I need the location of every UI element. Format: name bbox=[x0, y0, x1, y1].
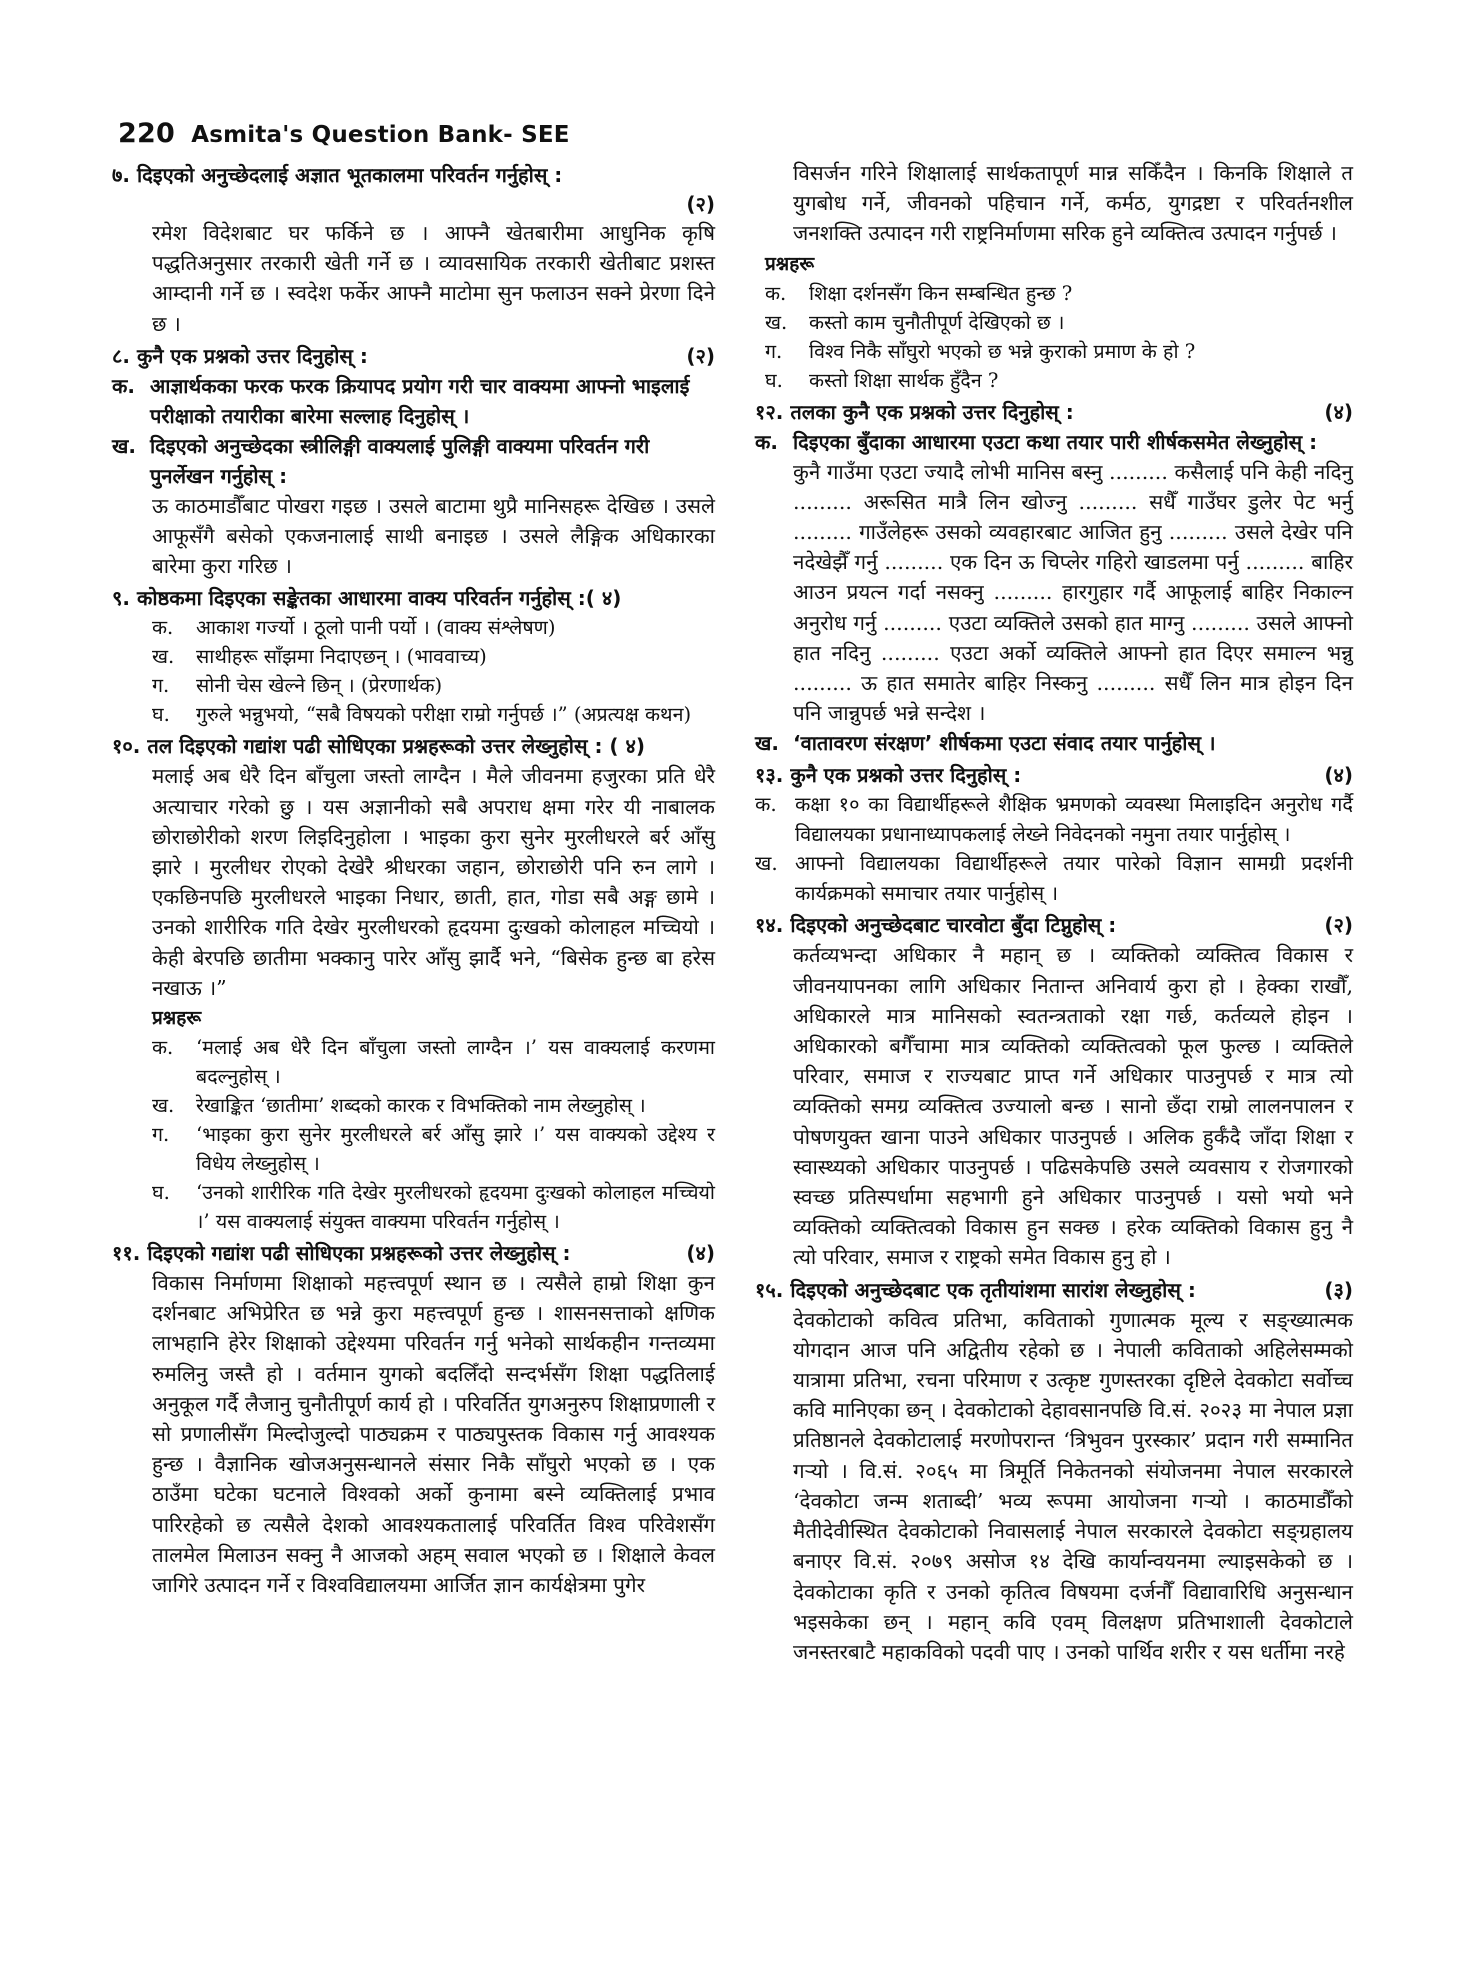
item-label: क. bbox=[765, 281, 787, 305]
question-10-passage: मलाई अब धेरै दिन बाँचुला जस्तो लाग्दैन । मैले जीवनमा हजुरका प्रति धेरै अत्याचार गरेको छु । यस अज्ञानीको सबै अपराध क्षमा गरेर यी नाबालक छोराछोरीको शरण लिइदिनुहोला । भाइका कुरा सुनेर मुरलीधरले बर्र आँसु झारे । मुरलीधर रोएको देखेरै श्रीधरका जहान, छोराछोरी पनि रुन लागे । एकछिनपछि मुरलीधरले भाइका निधार, छाती, हात, गोडा सबै अङ्ग छामे । उनको शारीरिक गति देखेर मुरलीधरको हृदयमा दुःखको कोलाहल मच्चियो । केही बेरपछि छातीमा भक्कानु पारेर आँसु झार्दै भने, “बिसेक हुन्छ बा हरेस नखाऊ ।” bbox=[152, 764, 715, 1000]
question-13-item bbox=[755, 849, 1353, 908]
question-14-title: १४. दिइएको अनुच्छेदबाट चारवोटा बुँदा टिप्नुहोस् : bbox=[755, 913, 1117, 938]
question-9-item bbox=[112, 671, 715, 700]
right-column bbox=[755, 158, 1353, 1667]
question-12a bbox=[755, 427, 1353, 457]
item-text: ‘भाइका कुरा सुनेर मुरलीधरले बर्र आँसु झारे ।’ यस वाक्यको उद्देश्य र विधेय लेख्नुहोस् । bbox=[196, 1123, 715, 1176]
question-11-item bbox=[755, 308, 1353, 337]
question-14-header bbox=[755, 910, 1353, 940]
page-number: 220 bbox=[118, 118, 175, 149]
question-8b-passage: ऊ काठमाडौँबाट पोखरा गइछ । उसले बाटामा थुप्रै मानिसहरू देखिछ । उसले आफूसँगै बसेको एकजनालाई साथी बनाइछ । उसले लैङ्गिक अधिकारका बारेमा कुरा गरिछ । bbox=[152, 493, 715, 579]
question-12a-passage: कुनै गाउँमा एउटा ज्यादै लोभी मानिस बस्नु ......... कसैलाई पनि केही नदिनु ......... अरूसित मात्रै लिन खोज्नु ......... सधैँ गाउँघर डुलेर पेट भर्नु ......... गाउँलेहरू उसको व्यवहारबाट आजित हुनु ......... उसले देखेर पनि नदेखेझैँ गर्नु ......... एक दिन ऊ चिप्लेर गहिरो खाडलमा पर्नु ......... बाहिर आउन प्रयत्न गर्दा नसक्नु ......... हारगुहार गर्दै आफूलाई बाहिर निकाल्न अनुरोध गर्नु ......... एउटा व्यक्तिले उसको हात माग्नु ......... उसले आफ्नो हात नदिनु ......... एउटा अर्को व्यक्तिले आफ्नो हात दिएर समाल्न भन्नु ......... ऊ हात समातेर बाहिर निस्कनु ......... सधैँ लिन मात्र होइन दिन पनि जान्नुपर्छ भन्ने सन्देश । bbox=[793, 459, 1353, 726]
item-text: रेखाङ्कित ‘छातीमा’ शब्दको कारक र विभक्तिको नाम लेख्नुहोस् । bbox=[196, 1094, 646, 1118]
question-14-marks: (२) bbox=[1324, 913, 1353, 938]
question-7-passage: रमेश विदेशबाट घर फर्किने छ । आफ्नै खेतबारीमा आधुनिक कृषि पद्धतिअनुसार तरकारी खेती गर्ने छ । व्यावसायिक तरकारी खेतीबाट प्रशस्त आम्दानी गर्ने छ । स्वदेश फर्केर आफ्नै माटोमा सुन फलाउन सक्ने प्रेरणा दिने छ । bbox=[152, 221, 715, 336]
item-label: ग. bbox=[765, 339, 783, 363]
question-12b-text: ‘वातावरण संरक्षण’ शीर्षकमा एउटा संवाद तयार पार्नुहोस् । bbox=[793, 731, 1216, 756]
item-label: क. bbox=[152, 616, 174, 640]
item-label: क. bbox=[755, 792, 777, 817]
question-15-marks: (३) bbox=[1324, 1277, 1353, 1302]
item-text: कक्षा १० का विद्यार्थीहरूले शैक्षिक भ्रमणको व्यवस्था मिलाइदिन अनुरोध गर्दै विद्यालयका प्रधानाध्यापकलाई लेख्ने निवेदनको नमुना तयार पार्नुहोस् । bbox=[795, 792, 1353, 846]
question-8b bbox=[112, 431, 715, 491]
question-9-title: ९. कोष्ठकमा दिइएका सङ्केतका आधारमा वाक्य परिवर्तन गर्नुहोस् :( ४) bbox=[112, 586, 622, 611]
item-text: आकाश गर्ज्यो । ठूलो पानी पर्यो । (वाक्य संश्लेषण) bbox=[196, 616, 556, 640]
page-header bbox=[118, 118, 570, 149]
question-11-questions-heading: प्रश्नहरू bbox=[765, 252, 815, 275]
question-11-item bbox=[755, 337, 1353, 366]
item-text: गुरुले भन्नुभयो, “सबै विषयको परीक्षा राम्रो गर्नुपर्छ ।” (अप्रत्यक्ष कथन) bbox=[196, 703, 692, 727]
item-text: आफ्नो विद्यालयका विद्यार्थीहरूले तयार पारेको विज्ञान सामग्री प्रदर्शनी कार्यक्रमको समाचार तयार पार्नुहोस् । bbox=[795, 851, 1353, 905]
item-text: विश्व निकै साँघुरो भएको छ भन्ने कुराको प्रमाण के हो ? bbox=[809, 339, 1196, 363]
item-label: घ. bbox=[152, 1181, 170, 1205]
question-12-title: १२. तलका कुनै एक प्रश्नको उत्तर दिनुहोस् : bbox=[755, 399, 1074, 424]
item-text: कस्तो काम चुनौतीपूर्ण देखिएको छ । bbox=[809, 310, 1065, 334]
question-15-title: १५. दिइएको अनुच्छेदबाट एक तृतीयांशमा सारांश लेख्नुहोस् : bbox=[755, 1277, 1196, 1302]
question-9-item bbox=[112, 642, 715, 671]
item-text: शिक्षा दर्शनसँग किन सम्बन्धित हुन्छ ? bbox=[809, 281, 1073, 305]
question-8b-label: ख. bbox=[112, 433, 136, 458]
question-8b-text: दिइएको अनुच्छेदका स्त्रीलिङ्गी वाक्यलाई पुलिङ्गी वाक्यमा परिवर्तन गरी पुनर्लेखन गर्नुहोस् : bbox=[150, 433, 650, 488]
question-10-item bbox=[112, 1178, 715, 1236]
question-8-marks: (२) bbox=[686, 343, 715, 368]
question-8-header bbox=[112, 341, 715, 371]
left-column bbox=[112, 158, 715, 1600]
question-11-marks: (४) bbox=[686, 1241, 715, 1266]
item-label: घ. bbox=[152, 703, 170, 727]
question-12-marks: (४) bbox=[1324, 399, 1353, 424]
question-10-item bbox=[112, 1033, 715, 1091]
item-label: घ. bbox=[765, 368, 783, 392]
question-8a bbox=[112, 371, 715, 431]
question-11-passage: विकास निर्माणमा शिक्षाको महत्त्वपूर्ण स्थान छ । त्यसैले हाम्रो शिक्षा कुन दर्शनबाट अभिप्रेरित छ भन्ने कुरा महत्त्वपूर्ण हुन्छ । शासनसत्ताको क्षणिक लाभहानि हेरेर शिक्षाको उद्देश्यमा परिवर्तन गर्नु भनेको सार्थकहीन गन्तव्यमा रुमलिनु जस्तै हो । वर्तमान युगको बदलिँदो सन्दर्भसँग शिक्षा पद्धतिलाई अनुकूल गर्दै लैजानु चुनौतीपूर्ण कार्य हो । परिवर्तित युगअनुरुप शिक्षाप्रणाली र सो प्रणालीसँग मिल्दोजुल्दो पाठ्यक्रम र पाठ्यपुस्तक विकास गर्नु आवश्यक हुन्छ । वैज्ञानिक खोजअनुसन्धानले संसार निकै साँघुरो भएको छ । एक ठाउँमा घटेका घटनाले विश्वको अर्को कुनामा बस्ने व्यक्तिलाई प्रभाव पारिरहेको छ त्यसैले देशको आवश्यकतालाई परिवर्तित विश्व परिवेशसँग तालमेल मिलाउन सक्नु नै आजको अहम् सवाल भएको छ । शिक्षाले केवल जागिरे उत्पादन गर्ने र विश्वविद्यालयमा आर्जित ज्ञान कार्यक्षेत्रमा पुगेर bbox=[152, 1271, 715, 1598]
question-12b bbox=[755, 728, 1353, 758]
question-8a-label: क. bbox=[112, 373, 135, 398]
item-text: ‘मलाई अब धेरै दिन बाँचुला जस्तो लाग्दैन ।’ यस वाक्यलाई करणमा बदल्नुहोस् । bbox=[196, 1036, 715, 1089]
question-12a-text: दिइएका बुँदाका आधारमा एउटा कथा तयार पारी शीर्षकसमेत लेख्नुहोस् : bbox=[793, 429, 1318, 454]
item-label: ख. bbox=[152, 645, 175, 669]
item-label: ग. bbox=[152, 1123, 170, 1147]
question-12-header bbox=[755, 397, 1353, 427]
question-11-item bbox=[755, 366, 1353, 395]
question-14-passage: कर्तव्यभन्दा अधिकार नै महान् छ । व्यक्तिको व्यक्तित्व विकास र जीवनयापनका लागि अधिकार नितान्त अनिवार्य कुरा हो । हेक्का राखौँ, अधिकारले मात्र मानिसको स्वतन्त्रताको रक्षा गर्छ, कर्तव्यले होइन । अधिकारको बगैँचामा मात्र व्यक्तिको व्यक्तित्वको फूल फुल्छ । व्यक्तिले परिवार, समाज र राज्यबाट प्राप्त गर्ने अधिकार पाउनुपर्छ र मात्र त्यो व्यक्तिको समग्र व्यक्तित्व उज्यालो बन्छ । सानो छँदा राम्रो लालनपालन र पोषणयुक्त खाना पाउने अधिकार पाउनुपर्छ । अलिक हुर्कँदै जाँदा शिक्षा र स्वास्थ्यको अधिकार पाउनुपर्छ । पढिसकेपछि उसले व्यवसाय र रोजगारको स्वच्छ प्रतिस्पर्धामा सहभागी हुने अधिकार पाउनुपर्छ । यसो भयो भने व्यक्तिको व्यक्तित्वको विकास हुन सक्छ । हरेक व्यक्तिको विकास हुनु नै त्यो परिवार, समाज र राष्ट्रको समेत विकास हुनु हो । bbox=[793, 943, 1353, 1270]
question-15-header bbox=[755, 1275, 1353, 1305]
question-13-header bbox=[755, 760, 1353, 790]
item-text: ‘उनको शारीरिक गति देखेर मुरलीधरको हृदयमा दुःखको कोलाहल मच्चियो ।’ यस वाक्यलाई संयुक्त वाक्यमा परिवर्तन गर्नुहोस् । bbox=[196, 1181, 715, 1234]
question-7-marks: (२) bbox=[686, 192, 715, 216]
item-label: क. bbox=[152, 1036, 174, 1060]
book-title: Asmita's Question Bank- SEE bbox=[191, 122, 570, 148]
item-text: कस्तो शिक्षा सार्थक हुँदैन ? bbox=[809, 368, 999, 392]
question-11-passage-continued: विसर्जन गरिने शिक्षालाई सार्थकतापूर्ण मान्न सकिँदैन । किनकि शिक्षाले त युगबोध गर्ने, जीवनको पहिचान गर्ने, कर्मठ, युगद्रष्टा र परिवर्तनशील जनशक्ति उत्पादन गरी राष्ट्रनिर्माणमा सरिक हुने व्यक्तित्व उत्पादन गर्नुपर्छ । bbox=[793, 161, 1353, 246]
question-11-header bbox=[112, 1238, 715, 1268]
question-10-item bbox=[112, 1091, 715, 1120]
question-12b-label: ख. bbox=[755, 731, 779, 756]
question-10-questions-heading: प्रश्नहरू bbox=[152, 1007, 202, 1030]
item-label: ग. bbox=[152, 674, 170, 698]
question-7-title: ७. दिइएको अनुच्छेदलाई अज्ञात भूतकालमा परिवर्तन गर्नुहोस् : bbox=[112, 163, 563, 187]
question-11-item bbox=[755, 279, 1353, 308]
item-text: सोनी चेस खेल्ने छिन् । (प्रेरणार्थक) bbox=[196, 674, 443, 698]
question-12a-label: क. bbox=[755, 429, 778, 454]
question-9-item bbox=[112, 700, 715, 729]
question-8-title: ८. कुनै एक प्रश्नको उत्तर दिनुहोस् : bbox=[112, 343, 368, 368]
item-label: ख. bbox=[152, 1094, 175, 1118]
question-13-marks: (४) bbox=[1324, 763, 1353, 788]
item-label: ख. bbox=[755, 851, 778, 876]
question-15-passage: देवकोटाको कवित्व प्रतिभा, कविताको गुणात्मक मूल्य र सङ्ख्यात्मक योगदान आज पनि अद्वितीय रहेको छ । नेपाली कविताको अहिलेसम्मको यात्रामा प्रतिभा, रचना परिमाण र उत्कृष्ट गुणस्तरका दृष्टिले देवकोटा सर्वोच्च कवि मानिएका छन् । देवकोटाको देहावसानपछि वि.सं. २०२३ मा नेपाल प्रज्ञा प्रतिष्ठानले देवकोटालाई मरणोपरान्त ‘त्रिभुवन पुरस्कार’ प्रदान गरी सम्मानित गर्‍यो । वि.सं. २०६५ मा त्रिमूर्ति निकेतनको संयोजनमा नेपाल सरकारले ‘देवकोटा जन्म शताब्दी’ भव्य रूपमा आयोजना गर्‍यो । काठमाडौँको मैतीदेवीस्थित देवकोटाको निवासलाई नेपाल सरकारले देवकोटा सङ्ग्रहालय बनाएर वि.सं. २०७९ असोज १४ देखि कार्यान्वयनमा ल्याइसकेको छ । देवकोटाका कृति र उनको कृतित्व विषयमा दर्जनौँ विद्यावारिधि अनुसन्धान भइसकेका छन् । महान् कवि एवम् विलक्षण प्रतिभाशाली देवकोटाले जनस्तरबाटै महाकविको पदवी पाए । उनको पार्थिव शरीर र यस धर्तीमा नरहे bbox=[793, 1307, 1353, 1664]
item-text: साथीहरू साँझमा निदाएछन् । (भाववाच्य) bbox=[196, 645, 487, 669]
item-label: ख. bbox=[765, 310, 788, 334]
question-13-title: १३. कुनै एक प्रश्नको उत्तर दिनुहोस् : bbox=[755, 763, 1022, 788]
question-9-item bbox=[112, 613, 715, 642]
question-8a-text: आज्ञार्थकका फरक फरक क्रियापद प्रयोग गरी चार वाक्यमा आफ्नो भाइलाई परीक्षाको तयारीका बारेमा सल्लाह दिनुहोस् । bbox=[150, 373, 690, 428]
question-10-title: १०. तल दिइएको गद्यांश पढी सोधिएका प्रश्नहरूको उत्तर लेख्नुहोस् : ( ४) bbox=[112, 734, 646, 759]
question-10-item bbox=[112, 1120, 715, 1178]
question-13-item bbox=[755, 790, 1353, 849]
question-11-title: ११. दिइएको गद्यांश पढी सोधिएका प्रश्नहरूको उत्तर लेख्नुहोस् : bbox=[112, 1241, 571, 1266]
